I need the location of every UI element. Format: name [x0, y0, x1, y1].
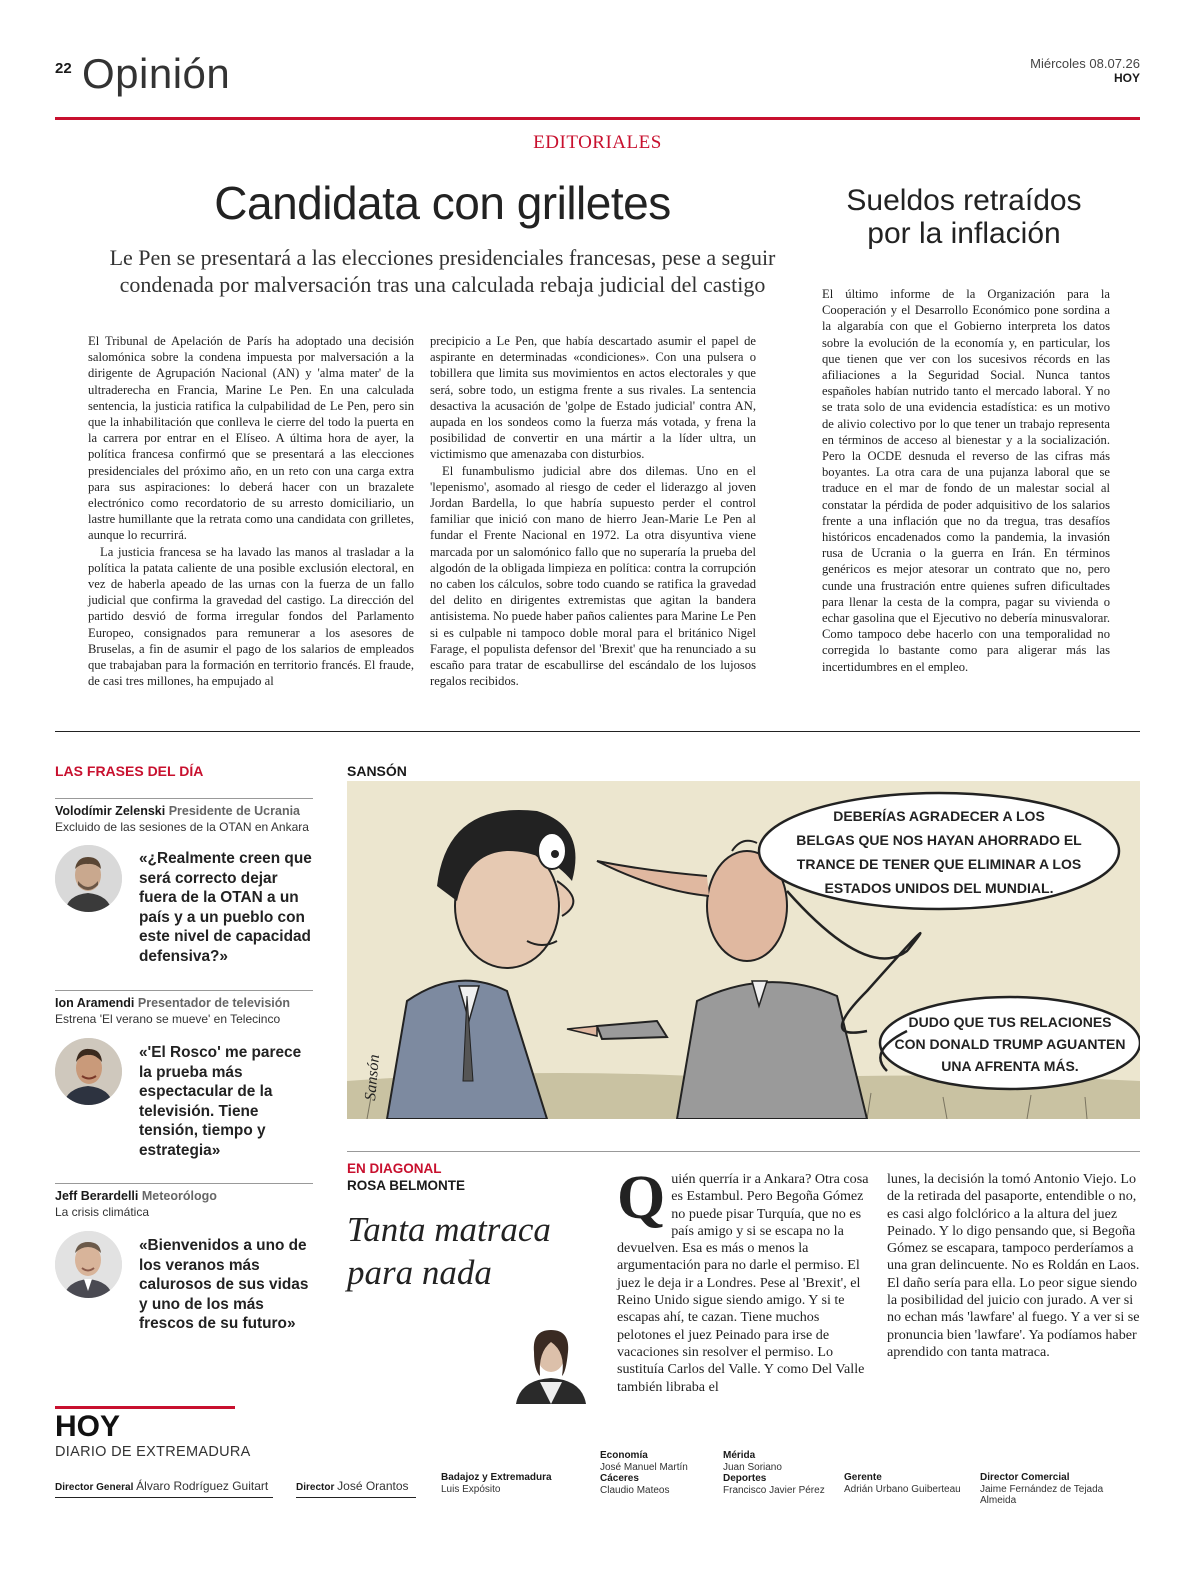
quote-item	[55, 798, 313, 965]
quote-text: «¿Realmente creen que será correcto dejar fuera de la OTAN a un país y a un pueblo con este nivel de capacidad defensiva?»	[139, 850, 312, 965]
header-rule	[55, 117, 1140, 120]
issue-date: Miércoles 08.07.26	[1030, 56, 1140, 71]
staff-name: Jaime Fernández de Tejada Almeida	[980, 1483, 1104, 1506]
cartoon	[347, 781, 1140, 1119]
staff-title: Director Comercial	[980, 1472, 1070, 1483]
quote-item	[55, 1183, 313, 1333]
bubble1-line: ESTADOS UNIDOS DEL MUNDIAL.	[824, 880, 1054, 896]
column-author: ROSA BELMONTE	[347, 1178, 465, 1193]
portrait-icon	[510, 1322, 592, 1404]
staff-title: Cáceres	[600, 1473, 639, 1484]
quote-divider	[55, 1183, 313, 1184]
avatar	[55, 845, 122, 912]
quote-author: Jeff Berardelli	[55, 1189, 139, 1203]
section-title: Opinión	[82, 50, 231, 97]
staff-name: Juan Soriano	[723, 1461, 782, 1473]
side-headline-line: Sueldos retraídos	[846, 184, 1082, 217]
quote-context: La crisis climática	[55, 1205, 150, 1219]
portrait-icon	[55, 845, 122, 912]
quote-author-role: Presidente de Ucrania	[168, 804, 301, 818]
staff-name: José Orantos	[337, 1479, 409, 1493]
side-headline-line: por la inflación	[867, 217, 1061, 250]
column-body-1	[617, 1164, 870, 1396]
staff-title: Mérida	[723, 1450, 756, 1461]
staff-entry	[55, 1481, 273, 1498]
staff-name: Claudio Mateos	[600, 1484, 670, 1496]
staff-divider	[55, 1497, 273, 1498]
staff-title: Economía	[600, 1450, 648, 1461]
staff-name: Álvaro Rodríguez Guitart	[136, 1479, 269, 1493]
drop-cap: Q	[617, 1164, 666, 1232]
avatar	[55, 1038, 122, 1105]
masthead-rule	[55, 1406, 235, 1409]
column-body-2: lunes, la decisión la tomó Antonio Viejo. Lo de la retirada del pasaporte, entendible o no, es casi algo folclórico a la altura del juez Peinado. Y lo digo pensando que, si Begoña Gómez se escapara, tampoco perderíamos a una gran delincuente. No es Roldán en Laos. El daño sería para ella. Lo peor sigue siendo la posibilidad del juicio con jurado. A ver si no echan más 'lawfare' al fuego. Y a ver si se pronuncia bien 'lawfare'. Ya podíamos haber aprendido con tanta matraca.	[887, 1171, 1140, 1360]
column-label: EN DIAGONAL	[347, 1161, 442, 1176]
author-photo	[510, 1322, 592, 1404]
staff-divider	[296, 1497, 416, 1498]
main-editorial-subhead: Le Pen se presentará a las elecciones presidenciales francesas, pese a seguir condenada por malversación tras una calculada rebaja judicial del castigo	[109, 245, 776, 297]
quote-context: Excluido de las sesiones de la OTAN en Ankara	[55, 820, 309, 834]
staff-name: Francisco Javier Pérez	[723, 1484, 825, 1496]
bubble2-line: DUDO QUE TUS RELACIONES	[908, 1014, 1112, 1030]
quote-author-role: Presentador de televisión	[137, 996, 291, 1010]
editorials-label: EDITORIALES	[533, 132, 662, 153]
side-editorial-body	[822, 286, 1110, 675]
frases-label: LAS FRASES DEL DÍA	[55, 763, 204, 779]
quote-item	[55, 990, 313, 1159]
staff-title: Badajoz y Extremadura	[441, 1472, 552, 1483]
column-title: Tanta matraca para nada	[347, 1210, 551, 1292]
section-divider	[55, 731, 1140, 732]
portrait-icon	[55, 1038, 122, 1105]
cartoon-illustration	[347, 781, 1140, 1119]
quote-text: «Bienvenidos a uno de los veranos más calurosos de sus vidas y uno de los más frescos de su futuro»	[139, 1237, 309, 1333]
quote-divider	[55, 990, 313, 991]
quote-text: «'El Rosco' me parece la prueba más espectacular de la televisión. Tiene tensión, tiempo y estrategia»	[139, 1044, 302, 1159]
masthead-logo: HOY	[55, 1410, 121, 1443]
main-editorial-headline: Candidata con grilletes	[214, 177, 671, 229]
column-text: uién querría ir a Ankara? Otra cosa es Estambul. Pero Begoña Gómez no puede pisar Turquía, que no es país amigo y si se escapa no la devuelven. Esa es más o menos la argumentación para no darle el permiso. El juez le deja ir a Londres. Pese al 'Brexit', el Reino Unido sigue siendo amigo. Y si te escapas ahí, te cazan. Tiene muchos pelotones el juez Peinado para irse de vacaciones sin resolver el permiso. Lo sustituía Carlos del Valle. Y como Del Valle también libraba el	[617, 1171, 869, 1395]
quote-context: Estrena 'El verano se mueve' en Telecinco	[55, 1012, 281, 1026]
section-divider	[347, 1151, 1140, 1152]
staff-entry	[441, 1472, 581, 1495]
quote-divider	[55, 798, 313, 799]
staff-name: Luis Expósito	[441, 1483, 501, 1495]
staff-entry	[844, 1472, 969, 1495]
bubble1-line: DEBERÍAS AGRADECER A LOS	[833, 808, 1045, 824]
portrait-icon	[55, 1231, 122, 1298]
staff-entry	[980, 1472, 1140, 1507]
staff-entry	[723, 1450, 838, 1496]
bubble2-line: CON DONALD TRUMP AGUANTEN	[894, 1036, 1126, 1052]
page-number: 22	[55, 60, 72, 77]
cartoon-label: SANSÓN	[347, 763, 407, 779]
quote-author: Volodímir Zelenski	[55, 804, 166, 818]
bubble1-line: TRANCE DE TENER QUE ELIMINAR A LOS	[796, 856, 1082, 872]
staff-title: Director General	[55, 1482, 134, 1493]
staff-entry	[296, 1481, 416, 1498]
staff-name: Adrián Urbano Guiberteau	[844, 1483, 961, 1495]
staff-title: Deportes	[723, 1473, 767, 1484]
bubble1-line: BELGAS QUE NOS HAYAN AHORRADO EL	[796, 832, 1082, 848]
cartoon-signature: Sansón	[362, 1053, 384, 1102]
paragraph: precipicio a Le Pen, que había descartado asumir el papel de aspirante en determinadas «condiciones». Con una pulsera o tobillera que limita sus movimientos en actos electorales y que será, sobre todo, un estigma frente a sus rivales. La sentencia desactiva la acusación de 'golpe de Estado judicial' contra AN, aupada en los sondeos como la fuerza más votada, y frena la posibilidad de convertir en una mártir a la líder ultra, un victimismo que amenazaba con disturbios.	[430, 334, 756, 462]
main-editorial-column-1	[88, 333, 414, 689]
header-brand: HOY	[1113, 71, 1140, 85]
staff-title: Gerente	[844, 1472, 882, 1483]
avatar	[55, 1231, 122, 1298]
staff-name: José Manuel Martín	[600, 1461, 688, 1473]
bubble2-line: UNA AFRENTA MÁS.	[941, 1058, 1079, 1074]
staff-title: Director	[296, 1482, 335, 1493]
main-editorial-column-2	[430, 333, 756, 689]
paragraph: El Tribunal de Apelación de París ha adoptado una decisión salomónica sobre la condena impuesta por malversación a la dirigente de Agrupación Nacional (AN) y 'alma mater' de la ultraderecha en Francia, Marine Le Pen. En una calculada sentencia, la justicia ratifica la culpabilidad de Le Pen, pero sin que la inhabilitación que conlleva le cierre del todo la puerta en la carrera por entrar en el Elíseo. A última hora de ayer, la política francesa confirmó que se presentará a las elecciones presidenciales del próximo año, en un reto con una carga extra para sus aspiraciones: lo deberá hacer con un brazalete electrónico como recordatorio de su arresto domiciliario, un lastre humillante que la retrata como una candidata con grilletes, aunque lo recurrirá.	[88, 334, 414, 543]
quote-author: Ion Aramendi	[55, 996, 135, 1010]
paragraph: La justicia francesa se ha lavado las manos al trasladar a la política la patata caliente de una posible exclusión electoral, en vez de haberla apeado de las urnas con la fuerza de un fallo judicial que confirma la gravedad del castigo. La dirección del partido desvió de forma irregular fondos del Parlamento Europeo, consignados para remunerar a los asesores de Bruselas, a fin de asumir el pago de los salarios de empleados que trabajaban para la formación en territorio francés. El fraude, de casi tres millones, ha empujado al	[88, 544, 414, 689]
staff-entry	[600, 1450, 710, 1496]
masthead-subtitle: DIARIO DE EXTREMADURA	[55, 1444, 251, 1460]
quote-author-role: Meteorólogo	[141, 1189, 217, 1203]
paragraph: El funambulismo judicial abre dos dilemas. Uno en el 'lepenismo', asomado al riesgo de ceder el liderazgo al joven Jordan Bardella, lo que habría supuesto perder el control familiar que inició con mano de hierro Jean-Marie Le Pen al fundar el Frente Nacional en 1972. La otra disyuntiva viene marcada por un salomónico fallo que no superaría la prueba del algodón de la obligada limpieza en política: contra la corrupción no caben los cálculos, sobre todo cuando se ratifica la gravedad del delito en dirigentes extremistas que agitan la bandera antisistema. No puede haber paños calientes para Marine Le Pen si es culpable ni tampoco doble moral para el británico Nigel Farage, el populista defensor del 'Brexit' que ha renunciado a su escaño para tratar de escabullirse del escándalo de los lujosos regalos recibidos.	[430, 463, 756, 689]
side-editorial-headline	[820, 184, 1108, 250]
paragraph: El último informe de la Organización para la Cooperación y el Desarrollo Económico pone sordina a la algarabía con que el Gobierno interpreta los datos sobre la evolución de la economía y, en particular, los que tienen que ver con los sucesivos récords en las afiliaciones a la Seguridad Social. Nunca tantos españoles habían nutrido tanto el mercado laboral. Y no se trata solo de una evidencia estadística: es un motivo de alivio colectivo por lo que tener un trabajo representa en términos de acceso al bienestar y a la socialización. Pero la OCDE desnuda el reverso de las cifras más boyantes. La otra cara de una pujanza laboral que se traduce en el mar de fondo de un malestar social al constatar la pérdida de poder adquisitivo de los salarios frente a una inflación que no da tregua, tras desafíos históricos encadenados como la pandemia, la invasión rusa de Ucrania o la guerra en Irán. En términos genéricos es mejor atesorar un contrato que no, pero cunde una frustración entre quienes sufren dificultades para llenar la cesta de la compra, pagar su vivienda o echar gasolina que el Ejecutivo no debería minusvalorar. Como tampoco debe hacerlo con una temporalidad no corregida lo bastante como para aligerar más las incertidumbres en el empleo.	[822, 287, 1110, 674]
